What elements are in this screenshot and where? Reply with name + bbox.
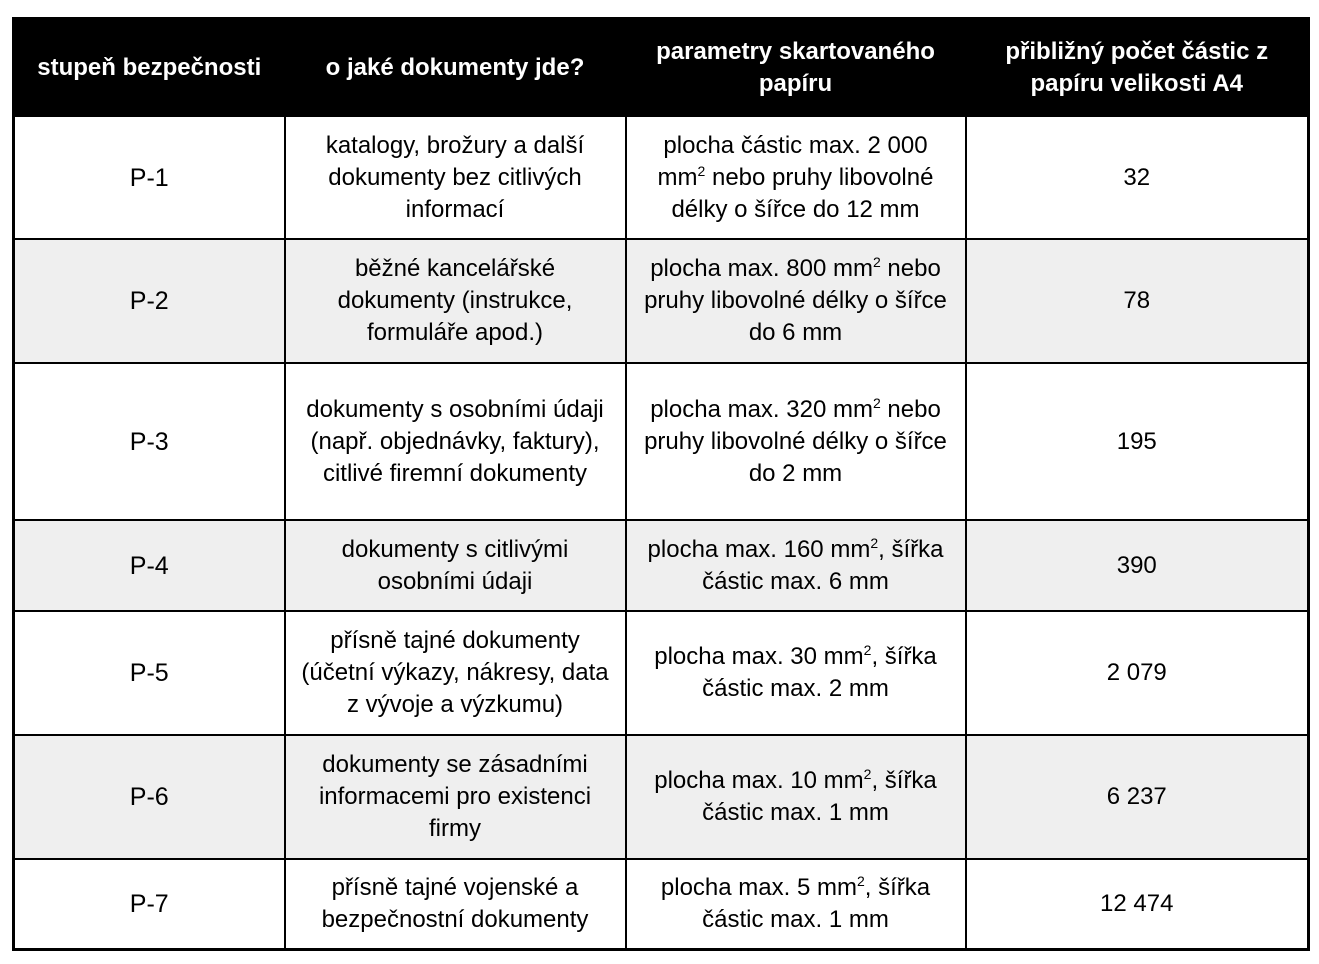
security-level-cell: P-4 bbox=[14, 520, 285, 611]
header-shred-parameters: parametry skartovaného papíru bbox=[626, 19, 966, 117]
particle-count-cell: 78 bbox=[966, 239, 1309, 363]
shred-parameters-cell bbox=[626, 520, 966, 611]
parameters-text: plocha max. 30 mm bbox=[654, 643, 864, 670]
superscript: 2 bbox=[863, 766, 872, 782]
superscript: 2 bbox=[872, 394, 881, 411]
shred-parameters-cell bbox=[626, 239, 966, 363]
header-security-level: stupeň bezpečnosti bbox=[14, 19, 285, 117]
parameters-text: plocha max. 160 mm bbox=[647, 535, 871, 563]
superscript: 2 bbox=[856, 872, 865, 889]
security-levels-table bbox=[12, 17, 1310, 951]
document-type-cell: dokumenty s citlivými osobními údaji bbox=[285, 520, 626, 611]
document-type-cell: přísně tajné vojenské a bezpečnostní dokumenty bbox=[285, 859, 626, 949]
document-type-cell: dokumenty se zásadními informacemi pro existenci firmy bbox=[285, 735, 626, 859]
shred-parameters-cell bbox=[626, 735, 966, 859]
particle-count-cell: 6 237 bbox=[966, 735, 1309, 859]
header-particle-count: přibližný počet částic z papíru velikosti A4 bbox=[966, 19, 1309, 117]
document-type-cell: běžné kancelářské dokumenty (instrukce, formuláře apod.) bbox=[285, 239, 626, 363]
particle-count-cell: 2 079 bbox=[966, 611, 1309, 735]
document-type-cell: katalogy, brožury a další dokumenty bez citlivých informací bbox=[285, 116, 626, 239]
shred-parameters-cell bbox=[626, 611, 966, 735]
table-row bbox=[14, 611, 1309, 735]
parameters-text: plocha max. 10 mm bbox=[654, 767, 864, 794]
particle-count-cell: 390 bbox=[966, 520, 1309, 611]
header-row bbox=[14, 19, 1309, 117]
table-row bbox=[14, 859, 1309, 949]
superscript: 2 bbox=[872, 254, 881, 270]
table-row bbox=[14, 239, 1309, 363]
parameters-text: , šířka částic max. 1 mm bbox=[702, 767, 937, 826]
security-level-cell: P-7 bbox=[14, 859, 285, 949]
parameters-text: plocha částic max. 2 000 mm bbox=[657, 131, 928, 191]
parameters-text: nebo pruhy libovolné délky o šířce do 2 mm bbox=[644, 395, 947, 487]
superscript: 2 bbox=[863, 642, 872, 658]
security-level-cell: P-1 bbox=[14, 116, 285, 239]
table-row bbox=[14, 520, 1309, 611]
table-row bbox=[14, 363, 1309, 520]
particle-count-cell: 12 474 bbox=[966, 859, 1309, 949]
parameters-text: plocha max. 5 mm bbox=[660, 873, 857, 901]
particle-count-cell: 32 bbox=[966, 116, 1309, 239]
security-level-cell: P-3 bbox=[14, 363, 285, 520]
parameters-text: , šířka částic max. 1 mm bbox=[702, 873, 931, 933]
table-row bbox=[14, 735, 1309, 859]
shred-parameters-cell bbox=[626, 363, 966, 520]
superscript: 2 bbox=[870, 534, 879, 551]
document-type-cell: přísně tajné dokumenty (účetní výkazy, nákresy, data z vývoje a výzkumu) bbox=[285, 611, 626, 735]
parameters-text: nebo pruhy libovolné délky o šířce do 12 mm bbox=[671, 163, 934, 223]
shred-parameters-cell bbox=[626, 116, 966, 239]
security-level-cell: P-6 bbox=[14, 735, 285, 859]
security-level-cell: P-5 bbox=[14, 611, 285, 735]
particle-count-cell: 195 bbox=[966, 363, 1309, 520]
header-document-type: o jaké dokumenty jde? bbox=[285, 19, 626, 117]
document-type-cell: dokumenty s osobními údaji (např. objednávky, faktury), citlivé firemní dokumenty bbox=[285, 363, 626, 520]
parameters-text: , šířka částic max. 6 mm bbox=[702, 535, 944, 595]
parameters-text: plocha max. 320 mm bbox=[650, 395, 873, 423]
parameters-text: plocha max. 800 mm bbox=[650, 255, 873, 282]
parameters-text: nebo pruhy libovolné délky o šířce do 6 mm bbox=[644, 255, 947, 346]
superscript: 2 bbox=[697, 162, 706, 179]
security-level-cell: P-2 bbox=[14, 239, 285, 363]
table-row bbox=[14, 116, 1309, 239]
parameters-text: , šířka částic max. 2 mm bbox=[702, 643, 937, 702]
shred-parameters-cell bbox=[626, 859, 966, 949]
